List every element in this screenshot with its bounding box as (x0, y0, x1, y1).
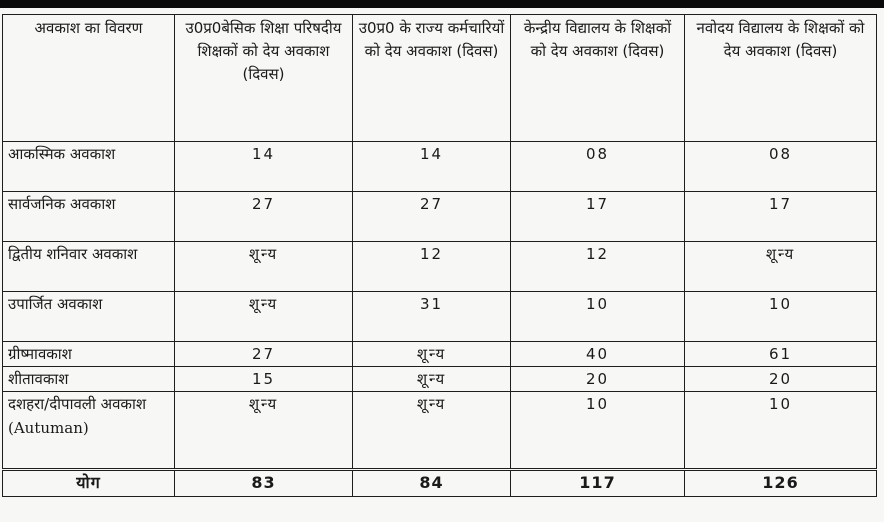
table-row (3, 192, 877, 242)
cell-nv: 08 (685, 142, 877, 192)
cell-basic: 27 (175, 342, 353, 367)
cell-kv: 17 (511, 192, 685, 242)
total-label: योग (3, 470, 175, 497)
cell-state: शून्य (353, 392, 511, 470)
cell-nv: 61 (685, 342, 877, 367)
cell-kv: 10 (511, 392, 685, 470)
cell-basic: शून्य (175, 242, 353, 292)
row-label (3, 392, 175, 470)
row-label: उपार्जित अवकाश (3, 292, 175, 342)
cell-basic: शून्य (175, 392, 353, 470)
header-leave-type: अवकाश का विवरण (3, 15, 175, 142)
cell-basic: 15 (175, 367, 353, 392)
cell-basic: शून्य (175, 292, 353, 342)
cell-state: 12 (353, 242, 511, 292)
cell-state: शून्य (353, 367, 511, 392)
cell-state: शून्य (353, 342, 511, 367)
cell-kv: 10 (511, 292, 685, 342)
table-row (3, 292, 877, 342)
cell-state: 27 (353, 192, 511, 242)
header-nv-teachers: नवोदय विद्यालय के शिक्षकों को देय अवकाश (दिवस) (685, 15, 877, 142)
leave-comparison-table (2, 14, 877, 497)
total-row (3, 470, 877, 497)
cell-state: 14 (353, 142, 511, 192)
table-row (3, 142, 877, 192)
cell-kv: 20 (511, 367, 685, 392)
header-state-employees: उ0प्र0 के राज्य कर्मचारियों को देय अवकाश (दिवस) (353, 15, 511, 142)
header-basic-teachers: उ0प्र0बेसिक शिक्षा परिषदीय शिक्षकों को देय अवकाश (दिवस) (175, 15, 353, 142)
header-kv-teachers: केन्द्रीय विद्यालय के शिक्षकों को देय अवकाश (दिवस) (511, 15, 685, 142)
cell-kv: 40 (511, 342, 685, 367)
table-row (3, 367, 877, 392)
cell-nv: 20 (685, 367, 877, 392)
table-row (3, 392, 877, 470)
cell-nv: 10 (685, 392, 877, 470)
row-label: आकस्मिक अवकाश (3, 142, 175, 192)
table-row (3, 242, 877, 292)
cell-kv: 12 (511, 242, 685, 292)
row-label-text: दशहरा/दीपावली अवकाश (8, 395, 147, 413)
total-basic: 83 (175, 470, 353, 497)
row-label: शीतावकाश (3, 367, 175, 392)
top-border-bar (0, 0, 884, 8)
cell-basic: 14 (175, 142, 353, 192)
cell-state: 31 (353, 292, 511, 342)
total-state: 84 (353, 470, 511, 497)
row-label: सार्वजनिक अवकाश (3, 192, 175, 242)
row-label: ग्रीष्मावकाश (3, 342, 175, 367)
row-label-extra: (Autuman) (8, 419, 89, 437)
header-row (3, 15, 877, 142)
row-label: द्वितीय शनिवार अवकाश (3, 242, 175, 292)
cell-basic: 27 (175, 192, 353, 242)
table-row (3, 342, 877, 367)
total-kv: 117 (511, 470, 685, 497)
cell-nv: शून्य (685, 242, 877, 292)
cell-kv: 08 (511, 142, 685, 192)
cell-nv: 17 (685, 192, 877, 242)
total-nv: 126 (685, 470, 877, 497)
cell-nv: 10 (685, 292, 877, 342)
